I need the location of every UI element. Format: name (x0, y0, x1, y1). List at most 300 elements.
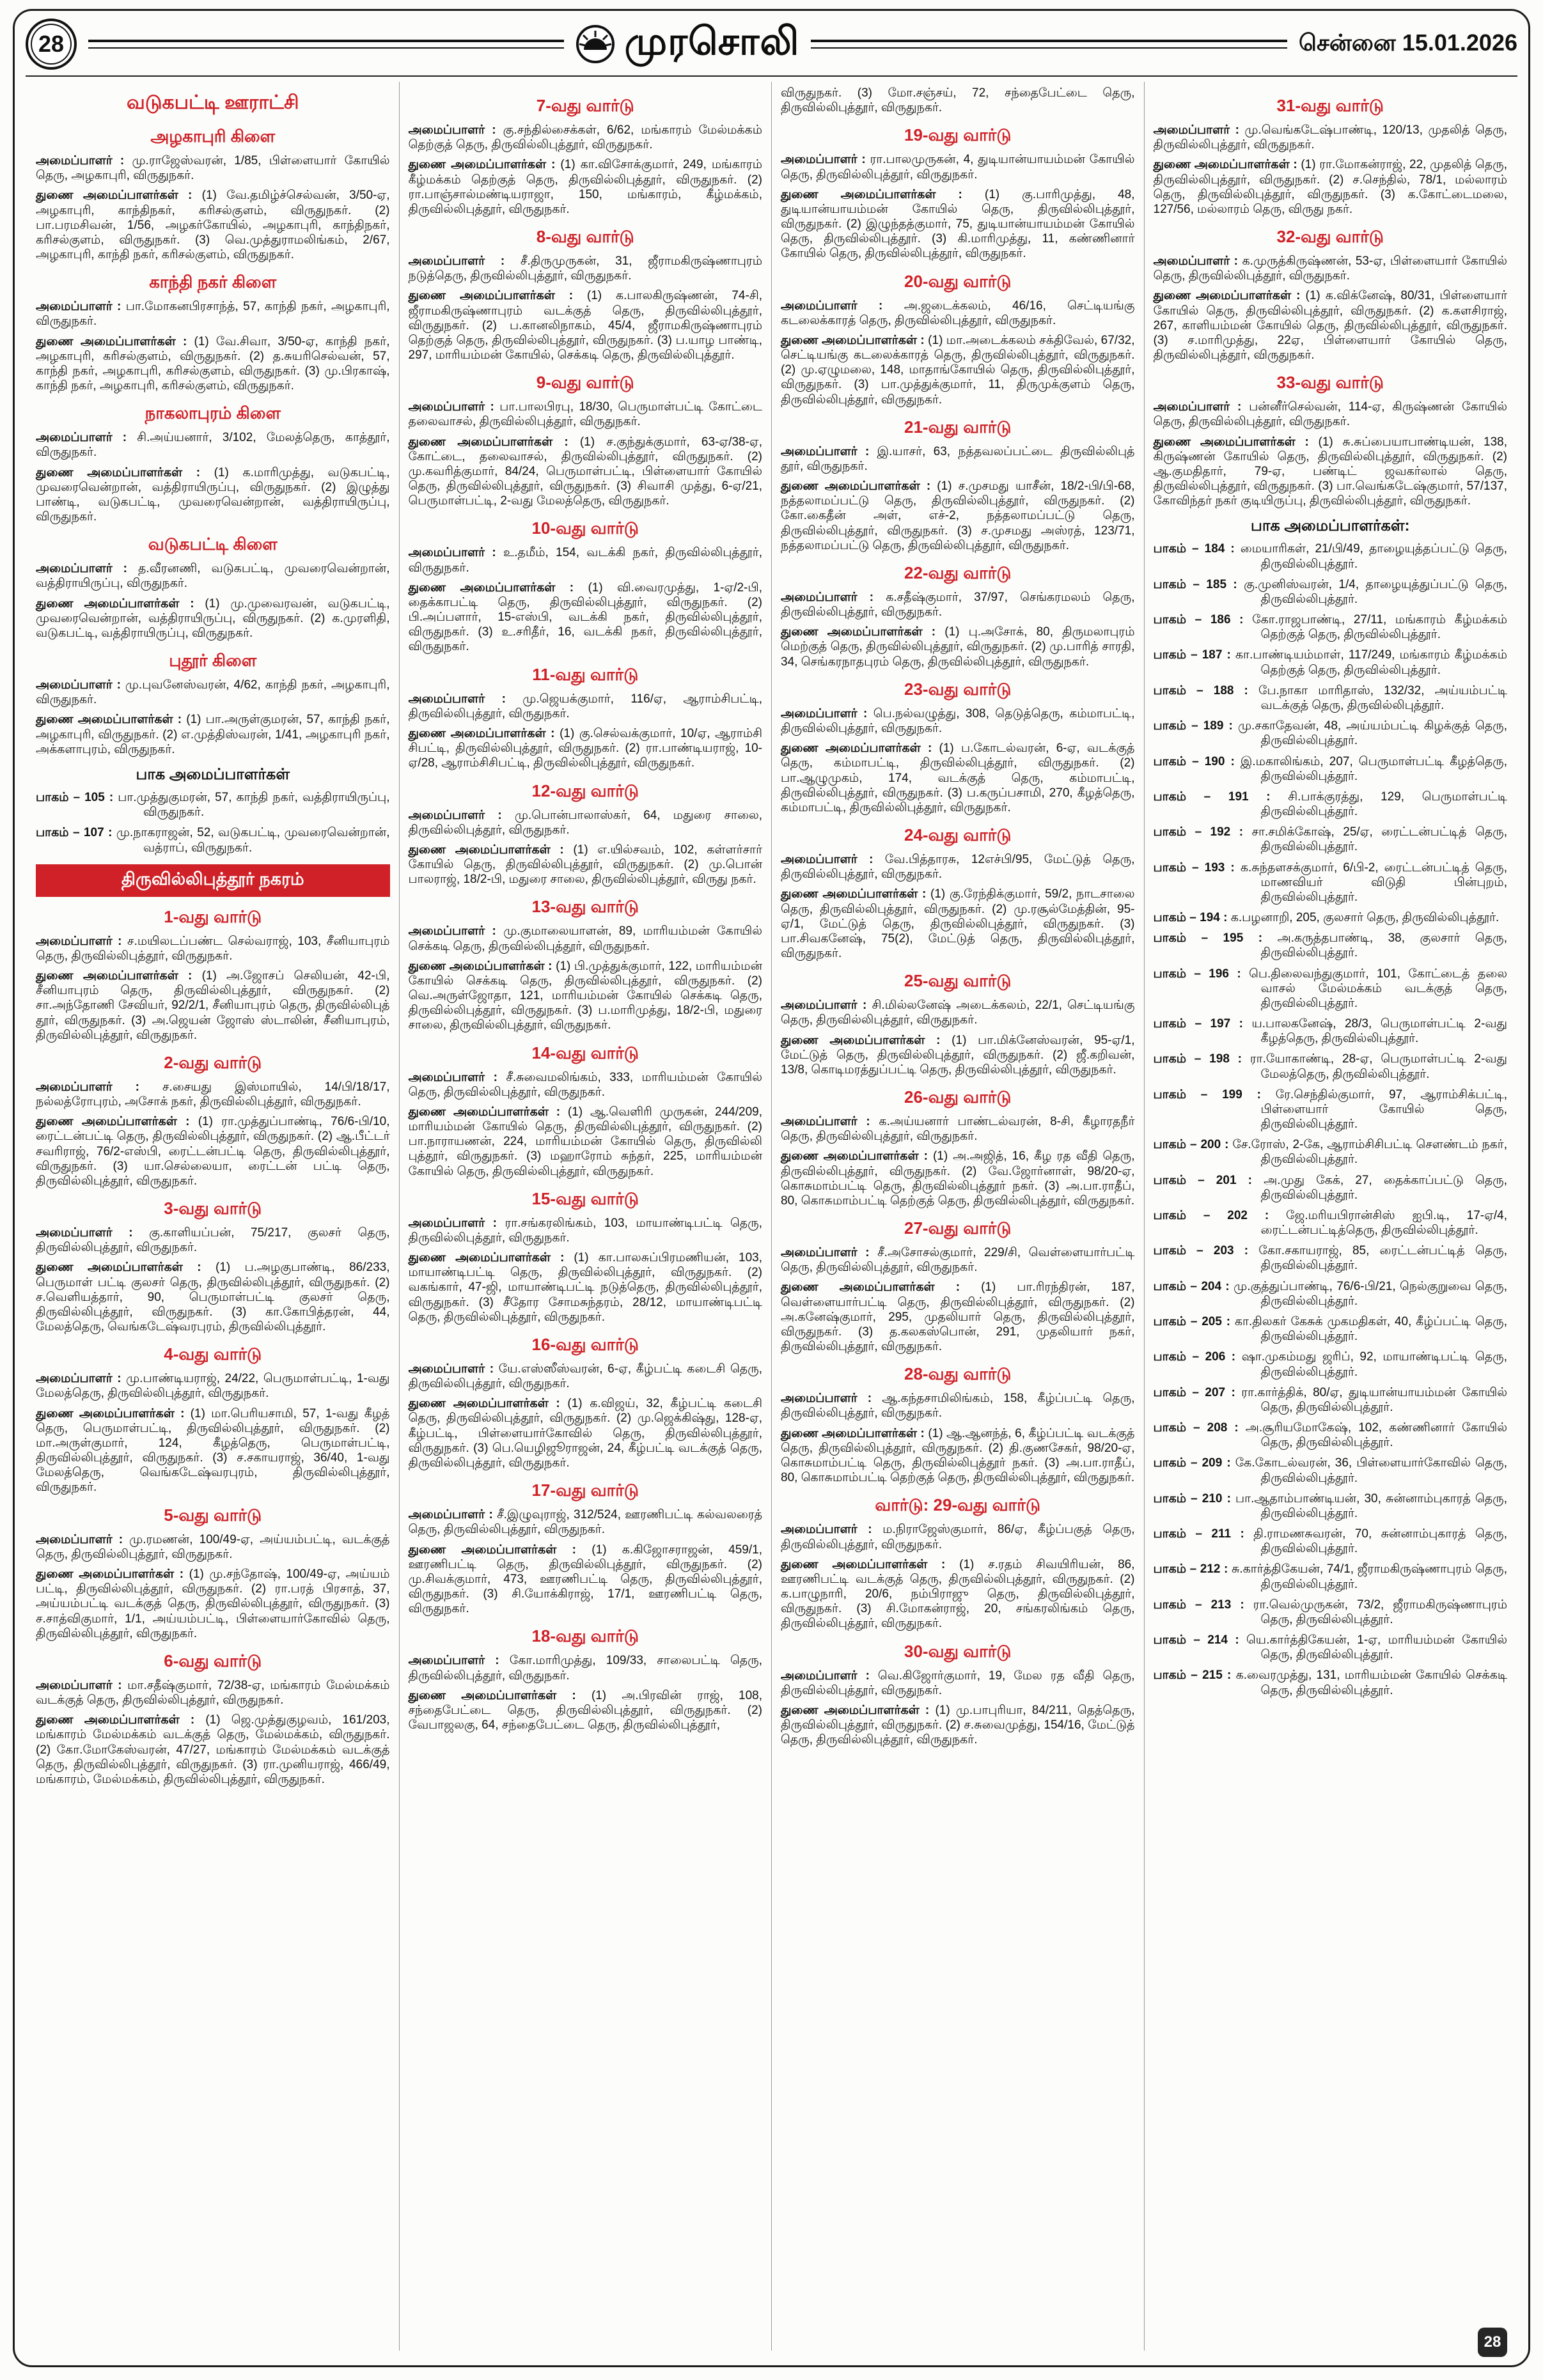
ward-heading: 30-வது வார்டு (904, 1641, 1012, 1661)
paragraph-text: மு.குமாலையாளன், 89, மாரியம்மன் கோயில் செக்கடி தெரு, திருவில்லிபுத்தூர், விருதுநகர். (408, 924, 763, 953)
part-organizer-item (36, 790, 390, 820)
paragraph-text: (1) ஜெ.முத்துகுழவம், 161/203, மங்காரம் மேல்மக்கம் வடக்குத் தெரு, மேல்மக்கம், விருதுநகர். (2) கோ.மோகேஸ்வரன், 47/27, மங்காரம் மேல்மக்கம் வடக்குத் தெரு, திருவில்லிபுத்தூர், விருதுநகர். (3) ரா.முனியராஜ், 466/49, மங்காரம், மேல்மக்கம், திருவில்லிபுத்தூர், விருதுநகர். (36, 1713, 390, 1786)
paragraph-text: மு.சகாதேவன், 48, அய்யம்பட்டி கிழக்குத் தெரு, திருவில்லிபுத்தூர். (1237, 719, 1507, 748)
organizer-paragraph (409, 1216, 763, 1245)
organizer-paragraph (409, 726, 763, 771)
organizer-paragraph (36, 465, 390, 525)
part-organizer-item (1154, 577, 1508, 607)
paragraph-text: கோ.மாரிமுத்து, 109/33, சாலைபட்டி தெரு, திருவில்லிபுத்தூர், விருதுநகர். (408, 1654, 763, 1683)
paragraph-text: சி.பாக்குரத்து, 129, பெருமாள்பட்டி திருவில்லிபுத்தூர். (1260, 789, 1507, 819)
paragraph-text: (1) கா.விசோக்குமார், 249, மங்காரம் கீழ்மக்கம் தெற்குத் தெரு, திருவில்லிபுத்தூர், விருதுநகர். (2) ரா.பாஞ்சால்மண்டியராஜா, 150, மங்காரம், கீழ்மக்கம், திருவில்லிபுத்தூர், விருதுநகர். (408, 158, 762, 216)
part-label: பாகம் – 190 : (1153, 754, 1235, 768)
paragraph-text: அ.சூரியமோகேஷ், 102, கண்ணினார் கோயில் தெரு, திருவில்லிபுத்தூர். (1245, 1421, 1507, 1450)
paragraph-lead: துணை அமைப்பாளர்கள் : (408, 289, 574, 303)
paragraph-text: ம.நிராஜேஸ்குமார், 86/ஏ, கீழ்ப்பகுத் தெரு, திருவில்லிபுத்தூர், விருதுநகர். (781, 1523, 1135, 1552)
organizer-paragraph (36, 1225, 390, 1255)
paragraph-text: கா.திலகர் கேசுக் முகமதிகள், 40, கீழ்ப்பட்டி தெரு, திருவில்லிபுத்தூர். (1234, 1315, 1507, 1344)
paragraph-text: க.அய்யனார் பாண்டல்வரன், 8-சி, கீழாரதநீர் தெரு, திருவில்லிபுத்தூர், விருதுநகர். (781, 1115, 1135, 1144)
ward-heading: அழகாபுரி கிளை (150, 127, 276, 146)
part-label: பாகம் – 195 : (1153, 931, 1263, 945)
paragraph-text: விருதுநகர். (3) மோ.சஞ்சய், 72, சந்தைபேட்டை தெரு, திருவில்லிபுத்தூர், விருதுநகர். (781, 86, 1135, 115)
paragraph-text: (1) கா.பாலசுப்பிரமணியன், 103, மாயாண்டிபட்டி தெரு, திருவில்லிபுத்தூர், விருதுநகர். (2) வகங்கார், 47-ஜி, மாயாண்டிபட்டி நடுத்தெரு, திருவில்லிபுத்தூர், விருதுநகர். (3) சீதோர சோமசுந்தரம், 28/12, மாயாண்டிபட்டி தெரு, திருவில்லிபுத்தூர், விருதுநகர். (408, 1251, 763, 1324)
organizer-paragraph (409, 1653, 763, 1683)
paragraph-lead: துணை அமைப்பாளர்கள் : (408, 843, 564, 857)
paragraph-lead: துணை அமைப்பாளர்கள் : (781, 479, 931, 494)
paragraph-text: (1) ப.கோடல்வரன், 6-ஏ, வடக்குத் தெரு, கம்மாபட்டி, திருவில்லிபுத்தூர், விருதுநகர். (2) பா.ஆழுமுகம், 174, வடக்குத் தெரு, கம்மாபட்டி, திருவில்லிபுத்தூர், விருதுநகர். (3) ப.கருப்பசாமி, 270, கீழத்தெரு, கம்மாபட்டி, திருவில்லிபுத்தூர், விருதுநகர். (781, 742, 1135, 814)
ward-heading: 16-வது வார்டு (531, 1334, 639, 1354)
part-label: பாகம் – 192 : (1153, 825, 1244, 839)
ward-heading: 13-வது வார்டு (531, 897, 639, 917)
paragraph-lead: அமைப்பாளர் : (781, 1115, 870, 1129)
organizer-paragraph (409, 157, 763, 217)
organizer-paragraph (781, 299, 1135, 328)
organizer-paragraph (36, 712, 390, 757)
part-organizer-item (1154, 1279, 1508, 1309)
organizer-paragraph (409, 1688, 763, 1733)
paragraph-text: பே.நாகா மாரிதாஸ், 132/32, அய்யம்பட்டி வடக்குத் தெரு, திருவில்லிபுத்தூர். (1258, 683, 1507, 712)
paragraph-text: மையாரிகள், 21/பி/49, தாழையுத்தப்பட்டு தெரு, திருவில்லிபுத்தூர். (1240, 542, 1507, 571)
paragraph-lead: அமைப்பாளர் : (36, 300, 121, 314)
paragraph-lead: அமைப்பாளர் : (36, 1080, 139, 1094)
organizer-paragraph (409, 254, 763, 283)
paragraph-text: (1) மா.பெரியசாமி, 57, 1-வது கீழத் தெரு, பெருமாள்பட்டி, திருவில்லிபுத்தூர், விருதுநகர். (2) மா.அருள்குமார், 124, கீழத்தெரு, பெருமாள்பட்டி, திருவில்லிபுத்தூர், விருதுநகர். (3) ச.சகாயராஜ், 36/40, 1-வது மேலத்தெரு, வெங்கடேஷ்வரபுரம், திருவில்லிபுத்தூர், விருதுநகர். (36, 1406, 390, 1495)
part-organizer-item (1154, 1243, 1508, 1273)
paragraph-text: க.முருத்கிருஷ்ணன், 53-ஏ, பிள்ளையார் கோயில் தெரு, திருவில்லிபுத்தூர், விருதுநகர். (1153, 254, 1507, 283)
header-rule-left (88, 40, 564, 49)
paragraph-lead: அமைப்பாளர் : (781, 706, 868, 720)
paragraph-text: சே.ரோஸ், 2-கே, ஆராம்சிசிபட்டி சௌண்டம் நகர், திருவில்லிபுத்தூர். (1232, 1138, 1507, 1167)
part-label: பாகம் – 193 : (1153, 860, 1235, 875)
organizer-paragraph (1154, 435, 1508, 509)
paragraph-lead: அமைப்பாளர் : (36, 1226, 133, 1240)
paragraph-text: க.வைரமுத்து, 131, மாரியம்மன் கோயில் செக்கடி தெரு, திருவில்லிபுத்தூர். (1235, 1668, 1507, 1697)
paragraph-text: (1) ரா.மோகன்ராஜ், 22, முதலித் தெரு, திருவில்லிபுத்தூர், விருதுநகர். (2) ச.செந்தில், 78/1, மல்லாரம் தெரு, திருவில்லிபுத்தூர், விருதுநகர். (3) க.கோட்டைமலை, 127/56, மல்லாரம் தெரு, விருது நகர். (1153, 158, 1507, 216)
paragraph-lead: துணை அமைப்பாளர்கள் : (36, 334, 187, 348)
column-1 (27, 82, 399, 2351)
part-organizer-item (1154, 683, 1508, 713)
paragraph-lead: துணை அமைப்பாளர்கள் : (36, 465, 201, 479)
part-label: பாகம் – 211 : (1153, 1527, 1244, 1541)
paragraph-lead: அமைப்பாளர் : (408, 254, 505, 268)
continuation-paragraph (781, 86, 1135, 115)
organizer-paragraph (409, 1396, 763, 1470)
part-label: பாகம் – 213 : (1153, 1598, 1244, 1612)
part-label: பாகம் – 186 : (1153, 613, 1244, 627)
organizer-paragraph (1154, 400, 1508, 429)
organizer-paragraph (409, 1105, 763, 1179)
paragraph-text: (1) சு.சுப்பையாபாண்டியன், 138, கிருஷ்ணன் கோயில் தெரு, திருவில்லிபுத்தூர், விருதுநகர். (2) ஆ.குமதிதார், 79-ஏ, பண்டிட் ஜவகர்லால் தெரு, திருவில்லிபுத்தூர், விருதுநகர். (3) பா.வெங்கடேஷ்குமார், 57/137, கோவிந்தர் நகர் குடியிருப்பு, திருவில்லிபுத்தூர், விருதுநகர். (1153, 435, 1508, 508)
part-label: பாகம் – 107 : (36, 826, 113, 840)
part-organizer-item (1154, 1385, 1508, 1415)
paragraph-lead: துணை அமைப்பாளர்கள் : (408, 158, 556, 172)
part-organizer-item (1154, 541, 1508, 571)
paragraph-text: (1) ஆ.ஆனந்த், 6, கீழ்ப்பட்டி வடக்குத் தெரு, திருவில்லிபுத்தூர், விருதுநகர். (2) தி.குணசேகர், 98/20-ஏ, கொசுமாம்பட்டி தெரு, திருவில்லிபுத்தூர் நகர். (3) அ.பா.ராதீப், 80, கொசுமாம்பட்டி தெற்குத் தெரு, திருவில்லிபுத்தூர், விருதுநகர். (781, 1426, 1135, 1485)
paragraph-text: மு.நாகராஜன், 52, வடுகபட்டி, முவரைவென்றான், வத்ராப், விருதுநகர். (116, 826, 390, 855)
paragraph-lead: அமைப்பாளர் : (781, 1668, 870, 1683)
organizer-paragraph (781, 1703, 1135, 1748)
organizer-paragraph (1154, 157, 1508, 217)
paragraph-lead: துணை அமைப்பாளர்கள் : (408, 1543, 576, 1557)
part-label: பாகம் – 189 : (1153, 719, 1233, 733)
ward-heading: 3-வது வார்டு (164, 1199, 262, 1218)
organizer-paragraph (36, 1567, 390, 1641)
masthead-title: முரசொலி (624, 20, 800, 63)
part-organizer-item (1154, 719, 1508, 748)
paragraph-text: (1) பா.மிக்னேஸ்வரன், 95-ஏ/1, மேட்டுத் தெரு, திருவில்லிபுத்தூர், விருதுநகர். (2) ஜீ.கறிவன், 13/8, கொடிமரத்துப்பட்டி தெரு, திருவில்லிபுத்தூர், விருதுநகர். (781, 1033, 1135, 1077)
paragraph-text: மு.புவனேஸ்வரன், 4/62, காந்தி நகர், அழகாபுரி, விருதுநகர். (36, 678, 390, 707)
footer-page-badge: 28 (1478, 2328, 1507, 2357)
masthead-logo-icon (576, 24, 615, 64)
ward-heading: 17-வது வார்டு (531, 1481, 639, 1500)
paragraph-lead: அமைப்பாளர் : (36, 154, 125, 167)
paragraph-lead: துணை அமைப்பாளர்கள் : (781, 1557, 946, 1571)
paragraph-text: யெ.கார்த்திகேயன், 1-ஏ, மாரியம்மன் கோயில் தெரு, திருவில்லிபுத்தூர். (1246, 1633, 1507, 1662)
columns (27, 82, 1516, 2351)
ward-heading: 11-வது வார்டு (532, 664, 639, 684)
part-label: பாகம் – 207 : (1153, 1385, 1235, 1399)
paragraph-text: (1) எ.யில்சவம், 102, கள்ளர்சார் கோயில் தெரு, திருவில்லிபுத்தூர், விருதுநகர். (2) மு.பொன் பாலராஜ், 18/2-பி, மதுரை சாலை, திருவில்லிபுத்தூர், விருது நகர். (408, 843, 762, 887)
paragraph-text: (1) அ.பிரவின் ராஜ், 108, சந்தைபேட்டை தெரு, திருவில்லிபுத்தூர், விருதுநகர். (2) வேபாஜலகு, 64, சந்தைபேட்டை தெரு, திருவில்லிபுத்தூர், (408, 1688, 762, 1732)
paragraph-lead: துணை அமைப்பாளர்கள் : (408, 1105, 561, 1119)
part-organizer-item (1154, 648, 1508, 677)
part-organizer-item (1154, 1456, 1508, 1485)
paragraph-text: (1) ச.முசமது யாசீன், 18/2-பி/பி-68, நத்தலாமப்பட்டு தெரு, திருவில்லிபுத்தூர், விருதுநகர். (2) கோ.கைதீன் அள், எச்-2, நத்தலாமப்பட்டு தெரு, திருவில்லிபுத்தூர், விருதுநகர். (3) ச.முசமது அஸ்ரத், 123/71, நத்தலாமப்பட்டு தெரு, திருவில்லிபுத்தூர், விருதுநகர். (781, 479, 1135, 552)
organizer-paragraph (36, 596, 390, 641)
paragraph-text: இ.யாசர், 63, நத்தவலப்பட்டை திருவில்லிபுத் தூர், விருதுநகர். (781, 444, 1135, 473)
paragraph-text: கோ.சகாயராஜ், 85, ரைட்டன்பட்டித் தெரு, திருவில்லிபுத்தூர். (1258, 1244, 1507, 1273)
paragraph-text: ச.மயிலடப்பண்ட செல்வராஜ், 103, சீனியாபுரம் தெரு, திருவில்லிபுத்தூர், விருதுநகர். (36, 934, 390, 963)
organizer-paragraph (409, 123, 763, 152)
paragraph-lead: துணை அமைப்பாளர்கள் : (408, 1251, 565, 1265)
paragraph-text: (1) பு.அசோக், 80, திருமலாபுரம் மெற்குத் தெரு, திருவில்லிபுத்தூர், விருதுநகர். (2) மு.பாரித் சாரதி, 34, செங்கரநாதபுரம் தெரு, திருவில்லிபுத்தூர், விருதுநகர். (781, 625, 1135, 669)
organizer-paragraph (409, 288, 763, 362)
part-organizer-item (1154, 1087, 1508, 1132)
part-label: பாகம் – 205 : (1153, 1315, 1231, 1328)
organizer-paragraph (409, 1543, 763, 1617)
paragraph-text: அ.கருத்தபாண்டி, 38, குலசார் தெரு, திருவில்லிபுத்தூர். (1260, 931, 1507, 960)
paragraph-text: கு.காளியப்பன், 75/217, குலசர் தெரு, திருவில்லிபுத்தூர், விருதுநகர். (36, 1226, 390, 1255)
paragraph-text: இ.மகாலிங்கம், 207, பெருமாள்பட்டி கீழத்தெரு, திருவில்லிபுத்தூர். (1240, 754, 1507, 783)
organizer-paragraph (409, 1362, 763, 1391)
organizer-paragraph (409, 959, 763, 1033)
part-organizer-item (1154, 612, 1508, 642)
paragraph-text: ச.சையது இஸ்மாயில், 14/பி/18/17, நல்லத்ரோபுரம், அசோக் நகர், திருவில்லிபுத்தூர், விருதுநகர். (36, 1080, 390, 1109)
organizer-paragraph (36, 1080, 390, 1109)
organizer-paragraph (36, 1532, 390, 1562)
paragraph-text: மு.ராஜேஸ்வரன், 1/85, பிள்ளையார் கோயில் தெரு, அழகாபுரி, விருதுநகர். (36, 154, 390, 183)
paragraph-lead: துணை அமைப்பாளர்கள் : (36, 596, 194, 611)
organizer-paragraph (781, 998, 1135, 1027)
organizer-paragraph (36, 1678, 390, 1707)
paragraph-text: (1) மு.பாபுரியா, 84/211, தெத்தெரு, திருவில்லிபுத்தூர், விருதுநகர். (2) ச.சுவைமுத்து, 154/16, மேட்டுத் தெரு, திருவில்லிபுத்தூர், விருதுநகர். (781, 1703, 1135, 1747)
organizer-paragraph (36, 968, 390, 1043)
organizer-paragraph (781, 1668, 1135, 1698)
organizer-paragraph (36, 334, 390, 394)
paragraph-text: ஜே.மரியபிரான்சிஸ் ஐபி.டி, 17-ஏ/4, ரைட்டன்பட்டித்தெரு, திருவில்லிபுத்தூர். (1260, 1208, 1508, 1238)
paragraph-lead: அமைப்பாளர் : (36, 431, 127, 445)
paragraph-lead: துணை அமைப்பாளர்கள் : (781, 1426, 925, 1440)
part-label: பாகம் – 187 : (1153, 648, 1231, 662)
paragraph-text: ரா.பாலமுருகன், 4, துடியான்யாயம்மன் கோயில் தெரு, திருவில்லிபுத்தூர், விருதுநகர். (781, 153, 1135, 182)
paragraph-text: (1) க.விஜய், 32, கீழ்பட்டி கடைசி தெரு, திருவில்லிபுத்தூர், விருதுநகர். (2) மு.ஜெக்கிஷ்து, 128-ஏ, கீழ்பட்டி, பிள்ளையார்கோவில் தெரு, திருவில்லிபுத்தூர், விருதுநகர். (3) பெ.யெழிஜூராஜன், 24, கீழ்பட்டி வடக்குத் தெரு, திருவில்லிபுத்தூர், விருதுநகர். (408, 1397, 762, 1470)
paragraph-lead: அமைப்பாளர் : (781, 1246, 870, 1260)
part-label: பாகம் – 215 : (1153, 1668, 1232, 1683)
paragraph-text: (1) அ.ஜோசப் செலியன், 42-பி, சீனியாபுரம் தெரு, திருவில்லிபுத்தூர், விருதுநகர். (2) சா.அந்தோணி சேவியர், 92/2/1, சீனியாபுரம் தெரு, திருவில்லிபுத் தூர், விருதுநகர். (3) அ.ஜெயன் ஜோஸ் ஸ்டாலின், சீனியாபுரம், திருவில்லிபுத்தூர், விருதுநகர். (36, 969, 390, 1042)
part-label: பாகம் – 212 : (1153, 1562, 1228, 1576)
part-organizer-item (1154, 754, 1508, 784)
paragraph-lead: துணை அமைப்பாளர்கள் : (1153, 435, 1309, 449)
organizer-paragraph (781, 887, 1135, 961)
paragraph-text: க.பழனாறி, 205, குலசார் தெரு, திருவில்லிபுத்தூர். (1230, 911, 1500, 925)
ward-heading: 15-வது வார்டு (531, 1188, 639, 1208)
ward-heading: 7-வது வார்டு (536, 96, 634, 115)
paragraph-text: மு.பாண்டியராஜ், 24/22, பெருமாள்பட்டி, 1-வது மேலத்தெரு, திருவில்லிபுத்தூர், விருதுநகர். (36, 1372, 390, 1401)
organizer-paragraph (1154, 288, 1508, 362)
organizer-paragraph (781, 625, 1135, 669)
paragraph-lead: துணை அமைப்பாளர்கள் : (36, 1261, 201, 1275)
paragraph-lead: துணை அமைப்பாளர்கள் : (1153, 289, 1301, 303)
part-label: பாகம் – 105 : (36, 790, 114, 804)
paragraph-text: மு.ரமணன், 100/49-ஏ, அய்யம்பட்டி, வடக்குத் தெரு, திருவில்லிபுத்தூர், விருதுநகர். (36, 1532, 390, 1561)
organizer-paragraph (1154, 123, 1508, 152)
part-label: பாகம் – 214 : (1153, 1633, 1239, 1647)
organizer-paragraph (781, 444, 1135, 474)
organizer-paragraph (781, 479, 1135, 553)
part-organizer-item (1154, 1314, 1508, 1344)
part-organizer-item (1154, 1633, 1508, 1662)
ward-heading: 26-வது வார்டு (904, 1087, 1012, 1107)
paragraph-text: பா.பாலபிரபு, 18/30, பெருமாள்பட்டி கோட்டை தலைவாசல், திருவில்லிபுத்தூர், விருதுநகர். (408, 400, 762, 429)
paragraph-text: (1) வே.சிவா, 3/50-ஏ, காந்தி நகர், அழகாபுரி, கரிசல்குளம், விருதுநகர். (2) த.சுயரிசெல்வன், 57, காந்தி நகர், அழகாபுரி, கரிசல்குளம், விருதுநகர். (3) மு.பிரகாஷ், காந்தி நகர், அழகாபுரி, கரிசல்குளம், விருதுநகர். (36, 334, 390, 393)
paragraph-lead: துணை அமைப்பாளர்கள் : (781, 1149, 928, 1163)
town-banner: திருவில்லிபுத்தூர் நகரம் (36, 864, 390, 897)
paragraph-lead: அமைப்பாளர் : (781, 153, 866, 167)
paragraph-lead: அமைப்பாளர் : (1153, 400, 1242, 414)
paragraph-lead: அமைப்பாளர் : (36, 562, 127, 576)
organizer-paragraph (36, 188, 390, 262)
paragraph-lead: அமைப்பாளர் : (1153, 254, 1238, 268)
organizer-paragraph (781, 1557, 1135, 1631)
ward-heading: வார்டு: 29-வது வார்டு (875, 1495, 1041, 1515)
ward-heading: 19-வது வார்டு (904, 125, 1012, 145)
paragraph-text: பா.முத்துகுமரன், 57, காந்தி நகர், வத்திராயிருப்பு, விருதுநகர். (118, 790, 390, 820)
paragraph-text: க.சுந்தளசக்குமார், 6/பி-2, ரைட்டன்பட்டித் தெரு, மாணவியர் விடுதி பின்புறம், திருவில்லிபுத்தூர். (1240, 860, 1507, 904)
paragraph-text: மு.குத்துப்பாண்டி, 76/6-பி/21, நெல்குறுவை தெரு, திருவில்லிபுத்தூர். (1234, 1279, 1507, 1308)
ward-heading: 32-வது வார்டு (1276, 227, 1384, 247)
paragraph-text: அ.ஜடைக்கலம், 46/16, செட்டியங்கு கடலைக்காரத் தெரு, திருவில்லிபுத்தூர், விருதுநகர். (781, 299, 1135, 327)
paragraph-lead: துணை அமைப்பாளர்கள் : (408, 435, 568, 449)
header-underline (26, 75, 1517, 77)
paragraph-text: கே.கோடல்வரன், 36, பிள்ளையார்கோவில் தெரு, திருவில்லிபுத்தூர். (1235, 1456, 1507, 1485)
paragraph-text: (1) வே.தமிழ்ச்செல்வன், 3/50-ஏ, அழகாபுரி, காந்திநகர், கரிசல்குளம், விருதுநகர். (2) பா.பரமசிவன், 1/56, அழகர்கோயில், அழகாபுரி, காந்திநகர், கரிசல்குளம், விருதுநகர். (3) வெ.முத்துராமலிங்கம், 2/67, அழகாபுரி, காந்தி நகர், கரிசல்குளம், விருதுநகர். (36, 189, 390, 262)
paragraph-text: க.சதீஷ்குமார், 37/97, செங்கரமலம் தெரு, திருவில்லிபுத்தூர், விருதுநகர். (781, 590, 1135, 619)
part-organizer-item (1154, 1527, 1508, 1556)
paragraph-text: பா.ஆதாம்பாண்டியன், 30, சுன்னாம்புகாரத் தெரு, திருவில்லிபுத்தூர். (1235, 1491, 1507, 1520)
part-organizer-item (1154, 1137, 1508, 1167)
part-organizer-item (1154, 825, 1508, 854)
paragraph-text: (1) ஆ.வெளிரி முருகன், 244/209, மாரியம்மன் கோயில் தெரு, திருவில்லிபுத்தூர், விருதுநகர். (2) பா.நாராயணன், 224, மாரியம்மன் கோயில் தெரு, திருவில்லி புத்தூர், விருதுநகர். (3) மஹாரோம் சுந்தர், 225, மாரியம்மன் கோயில் தெரு, திருவில்லிபுத்தூர், விருதுநகர். (408, 1105, 762, 1178)
paragraph-text: கா.பாண்டியம்மாள், 117/249, மங்காரம் கீழ்மக்கம் தெற்குத் தெரு, திருவில்லிபுத்தூர். (1235, 648, 1507, 677)
paragraph-lead: அமைப்பாளர் : (408, 400, 494, 414)
part-organizer-item (1154, 1420, 1508, 1450)
paragraph-text: ரா.யோகாண்டி, 28-ஏ, பெருமாள்பட்டி 2-வது மேலத்தெரு, திருவில்லிபுத்தூர். (1249, 1052, 1507, 1081)
ward-heading: 27-வது வார்டு (904, 1218, 1012, 1238)
paragraph-text: ரா.வெல்முருகன், 73/2, ஜீராமகிருஷ்ணாபுரம் தெரு, திருவில்லிபுத்தூர். (1253, 1598, 1508, 1626)
paragraph-lead: அமைப்பாளர் : (36, 1532, 123, 1546)
paragraph-lead: துணை அமைப்பாளர்கள் : (36, 1406, 185, 1420)
paragraph-text: (1) மு.சந்தோஷ், 100/49-ஏ, அய்யம் பட்டி, திருவில்லிபுத்தூர், விருதுநகர். (2) ரா.பரத் பிரசாத், 37, அய்யம்பட்டி வடக்குத் தெரு, திருவில்லிபுத்தூர், விருதுநகர். (3) ச.சாத்விகுமார், 1/1, அய்யம்பட்டி, பிள்ளையார்கோவில் தெரு, திருவில்லிபுத்தூர், விருதுநகர். (36, 1567, 390, 1640)
paragraph-text: (1) பா.அருள்குமரன், 57, காந்தி நகர், அழகாபுரி, விருதுநகர். (2) எ.முத்திஸ்வரன், 1/41, அழகாபுரி நகர், அக்களாபுரம், விருதுநகர். (36, 713, 390, 756)
paragraph-text: சி.அய்யனார், 3/102, மேலத்தெரு, காத்தூர், விருதுநகர். (36, 431, 390, 460)
column-3 (771, 82, 1144, 2351)
organizer-paragraph (781, 1391, 1135, 1420)
paragraph-lead: அமைப்பாளர் : (781, 853, 873, 867)
part-label: பாகம் – 196 : (1153, 967, 1241, 981)
paragraph-lead: அமைப்பாளர் : (36, 1372, 121, 1386)
paragraph-text: சா.சமிக்கோஷ், 25/ஏ, ரைட்டன்பட்டித் தெரு, திருவில்லிபுத்தூர். (1251, 825, 1507, 854)
paragraph-text: வே.பித்தாரசு, 12எச்பி/95, மேட்டுத் தெரு, திருவில்லிபுத்தூர், விருதுநகர். (781, 853, 1135, 882)
paragraph-text: (1) அ.அஜித், 16, கீழ ரத வீதி தெரு, திருவில்லிபுத்தூர், விருதுநகர். (2) வே.ஜோர்னாள், 98/20-ஏ, கொசுமாம்பட்டி தெரு, திருவில்லிபுத்தூர் நகர். (3) அ.பா.ராதீப், 80, கொசுமாம்பட்டி தெற்குத் தெரு, திருவில்லிபுத்தூர், விருதுநகர். (781, 1149, 1135, 1208)
organizer-paragraph (36, 934, 390, 963)
paragraph-text: யே.எஸ்ஸீஸ்வரன், 6-ஏ, கீழ்பட்டி கடைசி தெரு, திருவில்லிபுத்தூர், விருதுநகர். (408, 1362, 763, 1391)
organizer-paragraph (409, 843, 763, 887)
part-organizer-item (1154, 931, 1508, 960)
paragraph-text: கு.முனிஸ்வரன், 1/4, தாழையுத்துப்பட்டு தெரு, திருவில்லிபுத்தூர். (1244, 577, 1507, 606)
ward-heading: 22-வது வார்டு (904, 563, 1012, 582)
ward-heading: 12-வது வார்டு (531, 781, 639, 800)
paragraph-text: (1) க.கிஜோசராஜன், 459/1, ஊரணிபட்டி தெரு, திருவில்லிபுத்தூர், விருதுநகர். (2) மு.சிவக்குமார், 473, ஊரணிபட்டி தெரு, திருவில்லிபுத்தூர், விருதுநகர். (3) சி.யோக்கிராஜ், 17/1, ஊரணிபட்டி தெரு, விருதுநகர். (408, 1543, 762, 1616)
paragraph-text: (1) பி.முத்துக்குமார், 122, மாரியம்மன் கோயில் செக்கடி தெரு, திருவில்லிபுத்தூர், விருதுநகர். (2) வெ.அருள்ஜோதா, 121, மாரியம்மன் கோயில் செக்கடி தெரு, திருவில்லிபுத்தூர், விருதுநகர். (3) ப.மாரிமுத்து, 18/2-பி, மதுரை சாலை, திருவில்லிபுத்தூர், விருதுநகர். (408, 959, 762, 1032)
part-organizer-item (1154, 1562, 1508, 1591)
paragraph-text: ஷா.முகம்மது ஜரிப், 92, மாயாண்டிபட்டி தெரு, திருவில்லிபுத்தூர். (1241, 1350, 1507, 1379)
part-organizer-item (36, 825, 390, 855)
organizer-paragraph (36, 1371, 390, 1401)
ward-heading: நாகலாபுரம் கிளை (145, 403, 281, 423)
paragraph-lead: துணை அமைப்பாளர்கள் : (36, 1713, 195, 1727)
organizer-paragraph (781, 1245, 1135, 1275)
paragraph-lead: அமைப்பாளர் : (408, 1216, 497, 1230)
paragraph-text: (1) ச.ரதம் சிவயிரியன், 86, ஊரணிபட்டி வடக்குத் தெரு, திருவில்லிபுத்தூர், விருதுநகர். (2) க.பாழுநாரி, 20/6, நம்பிராஜு தெரு, திருவில்லிபுத்தூர், விருதுநகர். (3) சி.மோகன்ராஜ், 20, சங்கரலிங்கம் தெரு, திருவில்லிபுத்தூர், விருதுநகர். (781, 1557, 1135, 1631)
paragraph-lead: துணை அமைப்பாளர்கள் : (781, 187, 962, 201)
organizer-paragraph (781, 1033, 1135, 1078)
organizer-paragraph (409, 545, 763, 575)
paragraph-lead: அமைப்பாளர் : (408, 808, 502, 822)
paragraph-text: சு.கார்த்திகேயன், 74/1, ஜீராமகிருஷ்ணாபுரம் தெரு, திருவில்லிபுத்தூர். (1231, 1562, 1507, 1591)
paragraph-lead: அமைப்பாளர் : (781, 999, 867, 1013)
paragraph-lead: அமைப்பாளர் : (36, 678, 121, 692)
organizer-paragraph (409, 1070, 763, 1100)
ward-heading: வடுகபட்டி கிளை (148, 534, 278, 554)
part-organizer-item (1154, 1208, 1508, 1238)
paragraph-lead: அமைப்பாளர் : (781, 1392, 872, 1406)
part-organizer-item (1154, 1016, 1508, 1046)
paragraph-lead: துணை அமைப்பாளர்கள் : (36, 969, 192, 983)
paragraph-lead: அமைப்பாளர் : (408, 1508, 493, 1522)
paragraph-text: (1) ச.குந்துக்குமார், 63-ஏ/38-ஏ, கோட்டை, தலைவாசல், திருவில்லிபுத்தூர், விருதுநகர். (2) மு.கவரித்குமார், 84/24, பெருமாள்பட்டி, பிள்ளையார் கோயில் தெரு, திருவில்லிபுத்தூர், விருதுநகர். (3) சிவாசி முத்து, 6-ஏ/21, பெருமாள்பட்டி, 2-வது மேலத்தெரு, விருதுநகர். (408, 435, 762, 508)
paragraph-lead: துணை அமைப்பாளர்கள் : (36, 713, 182, 727)
organizer-paragraph (781, 590, 1135, 619)
paragraph-text: பெ.நல்வழுத்து, 308, தெடுத்தெரு, கம்மாபட்டி, திருவில்லிபுத்தூர், விருதுநகர். (781, 706, 1135, 735)
part-organizers-heading: பாக அமைப்பாளர்கள் (136, 765, 290, 783)
organizer-paragraph (36, 561, 390, 591)
part-label: பாகம் – 201 : (1153, 1173, 1252, 1187)
paragraph-text: த.வீரனணி, வடுகபட்டி, முவரைவென்றான், வத்திராயிருப்பு, விருதுநகர். (36, 562, 390, 591)
part-organizer-item (1154, 1349, 1508, 1379)
organizer-paragraph (781, 741, 1135, 815)
organizer-paragraph (781, 187, 1135, 261)
paragraph-text: ரா.சங்கரலிங்கம், 103, மாயாண்டிபட்டி தெரு, திருவில்லிபுத்தூர், விருதுநகர். (408, 1216, 762, 1245)
header-rule-right (811, 40, 1287, 49)
paragraph-lead: துணை அமைப்பாளர்கள் : (36, 1567, 184, 1581)
organizer-paragraph (36, 1406, 390, 1495)
organizer-paragraph (781, 706, 1135, 736)
paragraph-lead: துணை அமைப்பாளர்கள் : (781, 1703, 930, 1717)
paragraph-text: (1) ரா.முத்துப்பாண்டி, 76/6-பி/10, ரைட்டன்பட்டி தெரு, திருவில்லிபுத்தூர், விருதுநகர். (2) ஆ.பீட்டர் சவரிராஜ், 76/2-எஸ்பி, ரைட்டன்பட்டி தெரு, திருவில்லிபுத்தூர், விருதுநகர். (3) யா.செல்லையா, ரைட்டன் பட்டி தெரு, திருவில்லிபுத்தூர், விருதுநகர். (36, 1115, 390, 1188)
paragraph-lead: அமைப்பாளர் : (781, 444, 870, 458)
paragraph-text: மா.சதீஷ்குமார், 72/38-ஏ, மங்காரம் மேல்மக்கம் வடக்குத் தெரு, திருவில்லிபுத்தூர், விருதுநகர். (36, 1678, 390, 1707)
paragraph-lead: துணை அமைப்பாளர்கள் : (408, 1397, 560, 1411)
organizer-paragraph (781, 1426, 1135, 1486)
part-organizer-item (1154, 1173, 1508, 1202)
paragraph-lead: அமைப்பாளர் : (36, 934, 122, 948)
column-2 (399, 82, 772, 2351)
ward-heading: புதூர் கிளை (169, 651, 257, 671)
ward-heading: 9-வது வார்டு (536, 373, 634, 393)
ward-heading: 25-வது வார்டு (904, 971, 1012, 991)
part-label: பாகம் – 206 : (1153, 1350, 1236, 1364)
organizer-paragraph (781, 852, 1135, 882)
paragraph-lead: துணை அமைப்பாளர்கள் : (781, 625, 936, 639)
paragraph-text: பன்னீர்செல்வன், 114-ஏ, கிருஷ்ணன் கோயில் தெரு, திருவில்லிபுத்தூர், விருதுநகர். (1153, 400, 1507, 429)
paragraph-text: அ.முது கேக், 27, தைக்காப்பட்டு தெரு, திருவில்லிபுத்தூர். (1260, 1173, 1507, 1202)
part-organizer-item (1154, 789, 1508, 819)
paragraph-text: உ.தமீம், 154, வடக்கி நகர், திருவில்லிபுத்தூர், விருதுநகர். (408, 546, 762, 575)
part-label: பாகம் – 210 : (1153, 1491, 1231, 1505)
paragraph-text: (1) க.விக்னேஷ், 80/31, பிள்ளையார் கோயில் தெரு, திருவில்லிபுத்தூர், விருதுநகர். (2) க.களசிராஜ், 267, காளியம்மன் கோயில் தெரு, திருவில்லிபுத்தூர், விருதுநகர். (3) ச.மாரிமுத்து, 22ஏ, பிள்ளையார் கோயில் தெரு, திருவில்லிபுத்தூர், விருதுநகர். (1153, 289, 1508, 362)
part-label: பாகம் – 184 : (1153, 542, 1235, 556)
ward-heading: 33-வது வார்டு (1276, 373, 1384, 393)
paragraph-text: (1) க.மாரிமுத்து, வடுகபட்டி, முவரைவென்றான், வத்திராயிருப்பு, விருதுநகர். (2) இழுத்து பாண்டி, வடுகபட்டி, முவரைவென்றான், வத்திராயிருப்பு, விருதுநகர். (36, 465, 390, 524)
paragraph-text: ரா.கார்த்திக், 80/ஏ, துடியான்யாயம்மன் கோயில் தெரு, திருவில்லிபுத்தூர். (1241, 1385, 1507, 1414)
section-heading: வடுகபட்டி ஊராட்சி (127, 92, 299, 113)
part-organizer-item (1154, 1668, 1508, 1697)
part-organizer-item (1154, 860, 1508, 905)
organizer-paragraph (781, 1280, 1135, 1354)
paragraph-lead: துணை அமைப்பாளர்கள் : (408, 580, 574, 595)
paragraph-text: (1) கு.செல்வக்குமார், 10/ஏ, ஆராம்சி சிபட்டி, திருவில்லிபுத்தூர், விருதுநகர். (2) ரா.பாண்டியராஜ், 10-ஏ/28, ஆராம்சிசிபட்டி, திருவில்லிபுத்தூர், விருதுநகர். (408, 726, 762, 770)
part-organizer-item (1154, 1491, 1508, 1521)
paragraph-lead: அமைப்பாளர் : (408, 1654, 499, 1668)
organizer-paragraph (409, 1250, 763, 1325)
organizer-paragraph (781, 1149, 1135, 1208)
edition-date: சென்னை 15.01.2026 (1298, 29, 1517, 56)
paragraph-text: மு.ஜெயக்குமார், 116/ஏ, ஆராம்சிபட்டி, திருவில்லிபுத்தூர், விருதுநகர். (408, 692, 762, 720)
paragraph-lead: துணை அமைப்பாளர்கள் : (1153, 158, 1297, 172)
paragraph-lead: துணை அமைப்பாளர்கள் : (781, 1033, 941, 1047)
part-label: பாகம் – 200 : (1153, 1138, 1229, 1152)
organizer-paragraph (1154, 254, 1508, 283)
ward-heading: 14-வது வார்டு (531, 1043, 639, 1062)
organizer-paragraph (409, 1507, 763, 1537)
paragraph-text: (1) மு.முவைரவன், வடுகபட்டி, முவரைவென்றான், வத்திராயிருப்பு, விருதுநகர். (2) க.முரளிதி, வடுகபட்டி, வத்திராயிருப்பு, விருதுநகர். (36, 596, 390, 640)
masthead (576, 19, 799, 69)
ward-heading: 5-வது வார்டு (164, 1505, 262, 1525)
part-label: பாகம் – 208 : (1153, 1421, 1239, 1435)
part-label: பாகம் – 203 : (1153, 1244, 1249, 1258)
part-label: பாகம் – 188 : (1153, 683, 1248, 697)
organizer-paragraph (409, 400, 763, 429)
paragraph-text: (1) கு.பாரிமுத்து, 48, துடியான்யாயம்மன் கோயில் தெரு, திருவில்லிபுத்தூர், விருதுநகர். (2) இழுந்தத்குமார், 75, துடியான்யாயம்மன் கோயில் தெரு, திருவில்லிபுத்தூர். (3) கி.மாரிமுத்து, 11, கண்ணினார் கோயில் தெரு, திருவில்லிபுத்தூர், விருதுநகர். (781, 187, 1135, 261)
